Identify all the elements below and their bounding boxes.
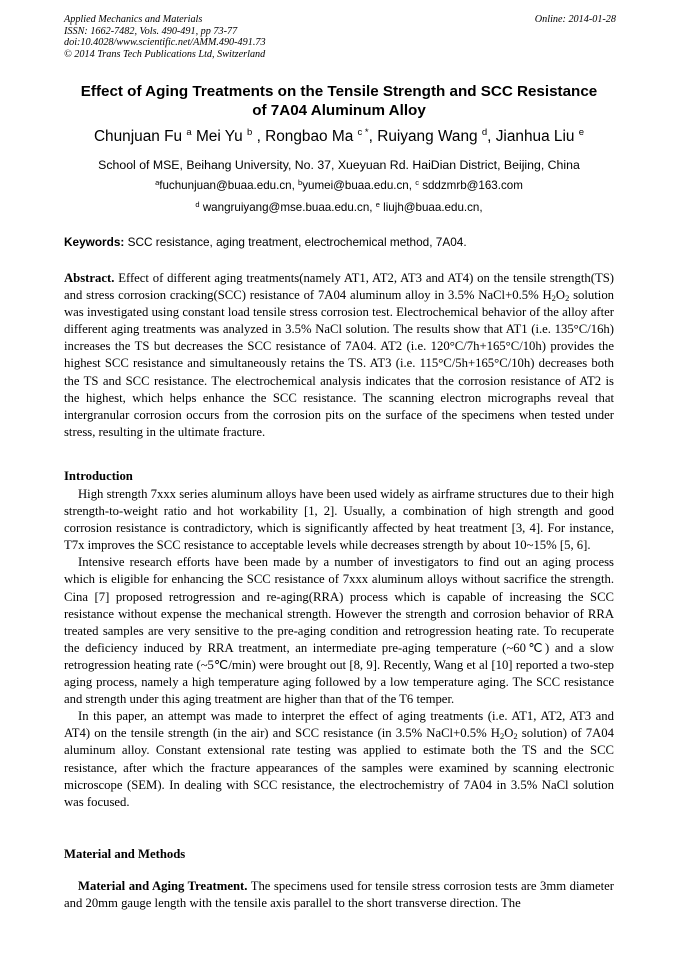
intro-p3-a: In this paper, an attempt was made to interpret the effect of aging treatments (i.e. AT1, AT2, AT3 and AT4) on the tensile strength (in the air) and SCC resistance (in 3.5% NaCl+0.5% H	[64, 709, 614, 741]
author-name: Mei Yu	[195, 128, 243, 145]
intro-paragraph-1: High strength 7xxx series aluminum alloys have been used widely as airframe structures due to their high strength-to-weight ratio and hot workability [1, 2]. Usually, a combination of high strength and good corrosion resistance is contradictory, which is significantly affected by heat treatment [3, 4]. For instance, T7x improves the SCC resistance to acceptable levels while decreases strength by about 10~15% [5, 6].	[64, 487, 614, 553]
methods-paragraph	[64, 878, 614, 912]
email-e: liujh@buaa.edu.cn,	[383, 201, 483, 214]
email-mark-e: e	[375, 200, 380, 209]
abstract-text-2: solution was investigated using constant load tensile stress corrosion test. Electrochemical behavior of the alloy after different aging treatments was analyzed in 3.5% NaCl solution. The results show that AT1 (i.e. 135°C/16h) increases the TS but decreases the SCC resistance of 7A04. AT2 (i.e. 120°C/7h+165°C/10h) provides the highest SCC resistance and simultaneously retains the TS. AT3 (i.e. 115°C/5h+165°C/10h) decreases both the TS and SCC resistance. The electrochemical analysis indicates that the corrosion resistance of AT2 is the highest, which helps enhance the SCC resistance. The scanning electron micrographs reveal that intergranular corrosion occurs from the corrosion pits on the surface of the specimens when tested under stress, resulting in the ultimate fracture.	[64, 288, 615, 439]
abstract-label: Abstract.	[64, 271, 115, 285]
methods-body	[64, 878, 614, 912]
author-name: Rongbao Ma	[265, 128, 354, 145]
journal-name: Applied Mechanics and Materials	[64, 14, 203, 25]
intro-p3-sub-1: 2	[499, 731, 505, 742]
intro-p3-sub-2: 2	[513, 731, 518, 742]
methods-heading: Material and Methods	[64, 847, 186, 861]
journal-header	[64, 14, 616, 60]
email-d: wangruiyang@mse.buaa.edu.cn,	[202, 201, 373, 214]
author-mark: b	[247, 127, 253, 138]
author-mark: e	[578, 127, 585, 138]
email-c: sddzmrb@163.com	[422, 179, 523, 192]
email-a: fuchunjuan@buaa.edu.cn,	[159, 179, 295, 192]
author-mark: a	[186, 127, 192, 138]
keywords-label: Keywords:	[64, 235, 125, 249]
author-name: Chunjuan Fu	[93, 128, 183, 145]
email-mark-c: c	[415, 178, 419, 187]
methods-text: The specimens used for tensile stress corrosion tests are 3mm diameter and 20mm gauge length with the tensile axis parallel to the short transverse direction. The	[64, 879, 614, 911]
author-name: Jianhua Liu	[495, 128, 575, 145]
copyright-line: © 2014 Trans Tech Publications Ltd, Switzerland	[64, 48, 266, 60]
email-b: yumei@buaa.edu.cn,	[302, 179, 412, 192]
issn-line: ISSN: 1662-7482, Vols. 490-491, pp 73-77	[64, 25, 238, 37]
intro-p3-b: solution) of 7A04 aluminum alloy. Constant extensional rate testing was applied to estimate both the TS and the SCC resistance, after which the fracture appearances of the samples were examined by scanning electronic microscope (SEM). In dealing with SCC resistance, the electrochemistry of 7A04 in 3.5% NaCl solution was focused.	[64, 726, 614, 809]
title-line-1: Effect of Aging Treatments on the Tensile Strength and SCC Resistance	[80, 83, 598, 100]
abstract	[64, 270, 614, 441]
intro-p3-mid: O	[504, 726, 514, 741]
intro-paragraph-3	[64, 708, 614, 811]
methods-subheading: Material and Aging Treatment.	[78, 879, 248, 893]
intro-paragraph-2: Intensive research efforts have been made by a number of investigators to find out an aging process which is eligible for enhancing the SCC resistance of 7xxx aluminum alloys without sacrifice the strength. Cina [7] proposed retrogression and re-aging(RRA) process which is capable of increasing the SCC resistance without expense the mechanical strength. However the strength and corrosion behavior of RRA treated samples are very sensitive to the pre-aging condition and retrogression heating rate. To recuperate the deficiency induced by RRA treatment, an intermediate pre-aging temperature (~60℃) and a slow retrogression heating rate (~5℃/min) were brought out [8, 9]. Recently, Wang et al [10] reported a two-step aging process, namely a high temperature aging followed by a low temperature aging. The SCC resistance and strength under this aging treatment are higher than that of the T6 temper.	[64, 555, 614, 707]
email-line-2	[30, 200, 648, 215]
keywords-text: SCC resistance, aging treatment, electrochemical method, 7A04.	[127, 235, 467, 249]
email-mark-a: a	[155, 178, 160, 187]
affiliation: School of MSE, Beihang University, No. 37, Xueyuan Rd. HaiDian District, Beijing, China	[98, 158, 580, 172]
abstract-text-1: Effect of different aging treatments(namely AT1, AT2, AT3 and AT4) on the tensile strength(TS) and stress corrosion cracking(SCC) resistance of 7A04 aluminum alloy in 3.5% NaCl+0.5% H	[64, 271, 614, 303]
introduction-heading: Introduction	[64, 469, 133, 483]
email-mark-b: b	[298, 178, 303, 187]
author-mark: d	[481, 127, 488, 138]
abstract-sub-1: 2	[551, 293, 556, 304]
doi-line: doi:10.4028/www.scientific.net/AMM.490-491.73	[64, 37, 266, 49]
abstract-sub-2: 2	[565, 293, 570, 304]
author-mark: c *	[357, 127, 369, 138]
abstract-paragraph	[64, 270, 614, 441]
introduction-body	[64, 486, 614, 811]
online-date: Online: 2014-01-28	[534, 14, 616, 25]
email-line-1	[30, 178, 648, 193]
keywords	[64, 235, 616, 250]
title-line-2: of 7A04 Aluminum Alloy	[252, 102, 426, 119]
author-list: Chunjuan Fu $^a$ Mei Yu $^b$ , Rongbao Ma $^{c *}$, Ruiyang Wang $^d$, Jianhua Liu $^e$	[93, 127, 585, 145]
paper-title	[50, 82, 628, 120]
author-name: Ruiyang Wang	[377, 128, 478, 145]
abstract-mid-1: O	[555, 288, 566, 303]
email-mark-d: d	[195, 200, 200, 209]
